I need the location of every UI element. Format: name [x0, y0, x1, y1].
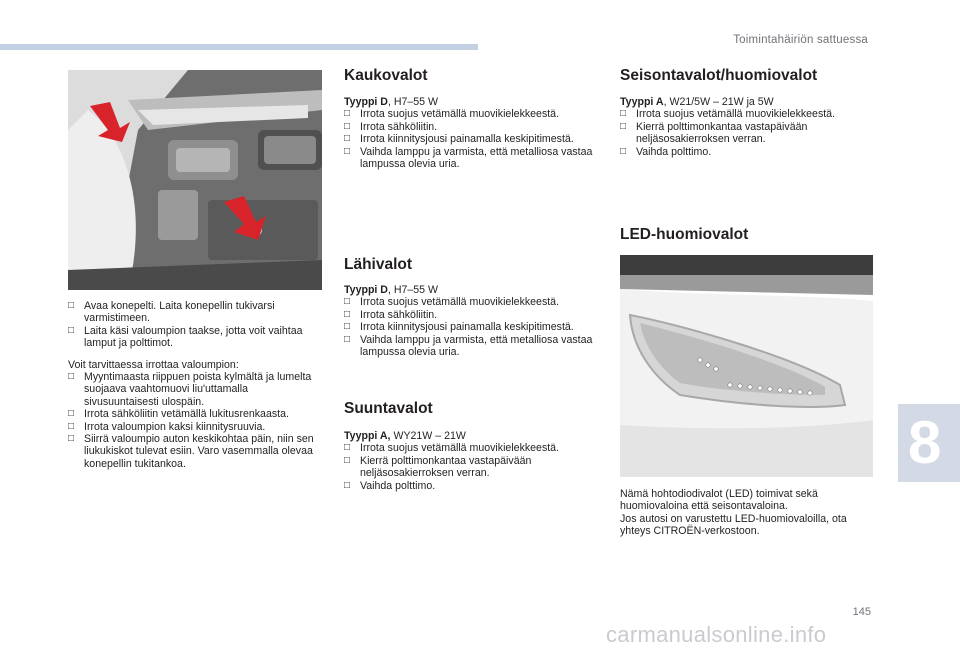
list-item: □ Vaihda lamppu ja varmista, että metalliosa vastaa lampussa olevia uria.	[344, 146, 600, 171]
led-description: Nämä hohtodiodivalot (LED) toimivat sekä huomiovaloina että seisontavaloina.	[620, 488, 818, 513]
list-item: □ Kierrä polttimonkantaa vastapäivään neljäsosakierroksen verran.	[344, 455, 600, 480]
list-item: □ Irrota sähköliitin.	[344, 309, 600, 321]
list-item: □ Irrota valoumpion kaksi kiinnitysruuvia.	[68, 421, 324, 433]
heading-seisontavalot: Seisontavalot/huomiovalot	[620, 67, 818, 84]
watermark: carmanualsonline.info	[606, 622, 827, 647]
left-text-column	[68, 300, 324, 470]
list-item: □ Siirrä valoumpio auton keskikohtaa päin, niin sen liukukiskot tulevat esiin. Varo vasemmalla olevaa konepellin tukitankoa.	[68, 433, 324, 470]
list-item: □ Kierrä polttimonkantaa vastapäivään neljäsosakierroksen verran.	[620, 121, 876, 146]
type-label: Tyyppi D	[344, 284, 388, 296]
list-item: □ Vaihda polttimo.	[344, 480, 600, 492]
suuntavalot-section	[344, 430, 600, 492]
list-item: □ Vaihda lamppu ja varmista, että metalliosa vastaa lampussa olevia uria.	[344, 334, 600, 359]
list-item: □ Irrota suojus vetämällä muovikielekkeestä.	[620, 108, 876, 120]
heading-lahivalot: Lähivalot	[344, 256, 413, 273]
seisontavalot-section	[620, 96, 876, 158]
type-value: , H7–55 W	[387, 284, 438, 296]
type-label: Tyyppi A	[620, 96, 664, 108]
led-section	[620, 488, 876, 538]
list-item: □ Irrota sähköliitin.	[344, 121, 600, 133]
type-value: , W21/5W – 21W ja 5W	[663, 96, 774, 108]
list-item: □ Irrota suojus vetämällä muovikielekkeestä.	[344, 442, 600, 454]
type-value: WY21W – 21W	[390, 430, 466, 442]
list-item: □ Laita käsi valoumpion taakse, jotta voit vaihtaa lamput ja polttimot.	[68, 325, 324, 350]
heading-led-huomiovalot: LED-huomiovalot	[620, 226, 749, 243]
type-label: Tyyppi A,	[344, 430, 391, 442]
lahivalot-section	[344, 284, 600, 358]
chapter-number: 8	[908, 409, 942, 476]
list-item: □ Vaihda polttimo.	[620, 146, 876, 158]
list-item: □ Irrota kiinnitysjousi painamalla keskipitimestä.	[344, 133, 600, 145]
kaukovalot-section	[344, 96, 600, 170]
led-headlamp-illustration	[620, 255, 873, 477]
header-bar	[0, 44, 478, 50]
list-item: □ Irrota sähköliitin vetämällä lukitusrenkaasta.	[68, 408, 324, 420]
list-item: □ Avaa konepelti. Laita konepellin tukivarsi varmistimeen.	[68, 300, 324, 325]
heading-suuntavalot: Suuntavalot	[344, 400, 433, 417]
type-value: , H7–55 W	[387, 96, 438, 108]
engine-bay-illustration	[68, 70, 322, 290]
type-label: Tyyppi D	[344, 96, 388, 108]
list-item: □ Irrota suojus vetämällä muovikielekkeestä.	[344, 296, 600, 308]
heading-kaukovalot: Kaukovalot	[344, 67, 428, 84]
remove-intro: Voit tarvittaessa irrottaa valoumpion:	[68, 358, 239, 371]
chapter-tab	[898, 404, 960, 482]
list-item: □ Myyntimaasta riippuen poista kylmältä ja lumelta suojaava vaahtomuovi liu'uttamalla sivusuuntaisesti ulospäin.	[68, 371, 324, 408]
led-description-2: Jos autosi on varustettu LED-huomiovaloilla, ota yhteys CITROËN-verkostoon.	[620, 512, 847, 538]
section-title: Toimintahäiriön sattuessa	[733, 34, 868, 46]
list-item: □ Irrota kiinnitysjousi painamalla keskipitimestä.	[344, 321, 600, 333]
page-number: 145	[852, 606, 871, 618]
list-item: □ Irrota suojus vetämällä muovikielekkeestä.	[344, 108, 600, 120]
